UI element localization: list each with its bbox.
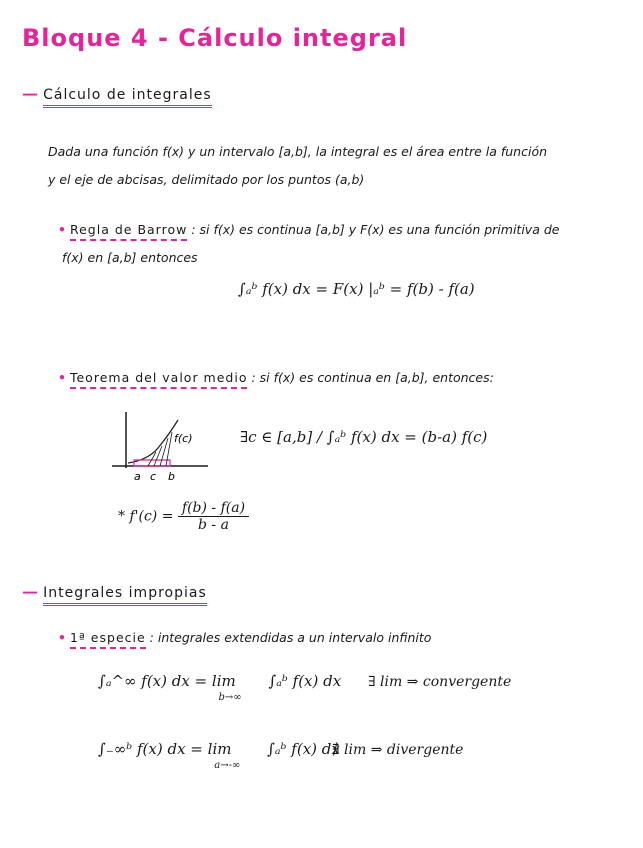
valor-medio-formula: ∃c ∈ [a,b] / ∫ₐᵇ f(x) dx = (b-a) f(c) [240, 428, 488, 446]
section-heading-text: Integrales impropias [43, 585, 207, 606]
valor-medio-text: : si f(x) es continua en [a,b], entonces: [251, 370, 494, 385]
section-heading-text: Cálculo de integrales [43, 87, 212, 108]
fc-denominator: b - a [197, 517, 229, 533]
hatched-area [148, 432, 172, 466]
valor-medio-graph [108, 408, 218, 488]
barrow-rule [58, 222, 559, 237]
primera-text: : integrales extendidas a un intervalo infinito [149, 630, 432, 645]
intro-line-2: y el eje de abcisas, delimitado por los puntos (a,b) [48, 172, 365, 187]
formula-right: ∫ₐᵇ f(x) dx [268, 672, 342, 690]
fc-fraction [178, 500, 249, 533]
graph-label-b: b [168, 470, 175, 483]
barrow-label: Regla de Barrow [70, 222, 187, 241]
impropia-formula-1 [98, 672, 342, 703]
section-cálculo-heading: — Cálculo de integrales [22, 84, 212, 103]
formula-left: ∫₋∞ᵇ f(x) dx = lim [98, 740, 232, 758]
limit-subscript: b→∞ [218, 692, 242, 703]
page-title: Bloque 4 - Cálculo integral [22, 24, 408, 52]
barrow-text: : si f(x) es continua [a,b] y F(x) es una función primitiva de [191, 222, 560, 237]
fc-lhs: f'(c) = [129, 508, 174, 525]
section-impropias-heading: — Integrales impropias [22, 582, 207, 601]
divergente-result: ∄ lim ⇒ divergente [332, 742, 464, 758]
graph-label-c: c [150, 470, 157, 483]
valor-medio-theorem [58, 370, 494, 385]
formula-left: ∫ₐ^∞ f(x) dx = lim [98, 672, 236, 690]
fc-definition [118, 500, 249, 533]
convergente-result: ∃ lim ⇒ convergente [368, 674, 512, 690]
graph-label-fc: f(c) [174, 432, 193, 445]
impropia-formula-2 [98, 740, 340, 771]
valor-medio-label: Teorema del valor medio [70, 370, 248, 389]
limit-subscript: a→-∞ [214, 760, 241, 771]
barrow-formula: ∫ₐᵇ f(x) dx = F(x) |ₐᵇ = f(b) - f(a) [238, 280, 475, 298]
primera-especie [58, 630, 431, 645]
intro-line-1: Dada una función f(x) y un intervalo [a,b], la integral es el área entre la función [48, 144, 548, 159]
bullet: • [58, 370, 66, 385]
formula-right: ∫ₐᵇ f(x) dx [267, 740, 340, 758]
primera-label: 1ª especie [70, 630, 146, 649]
fc-numerator: f(b) - f(a) [178, 500, 249, 517]
barrow-text-2: f(x) en [a,b] entonces [62, 250, 198, 265]
graph-label-a: a [134, 470, 141, 483]
bullet: • [58, 630, 66, 645]
star-mark: * [118, 508, 125, 525]
bullet: • [58, 222, 66, 237]
